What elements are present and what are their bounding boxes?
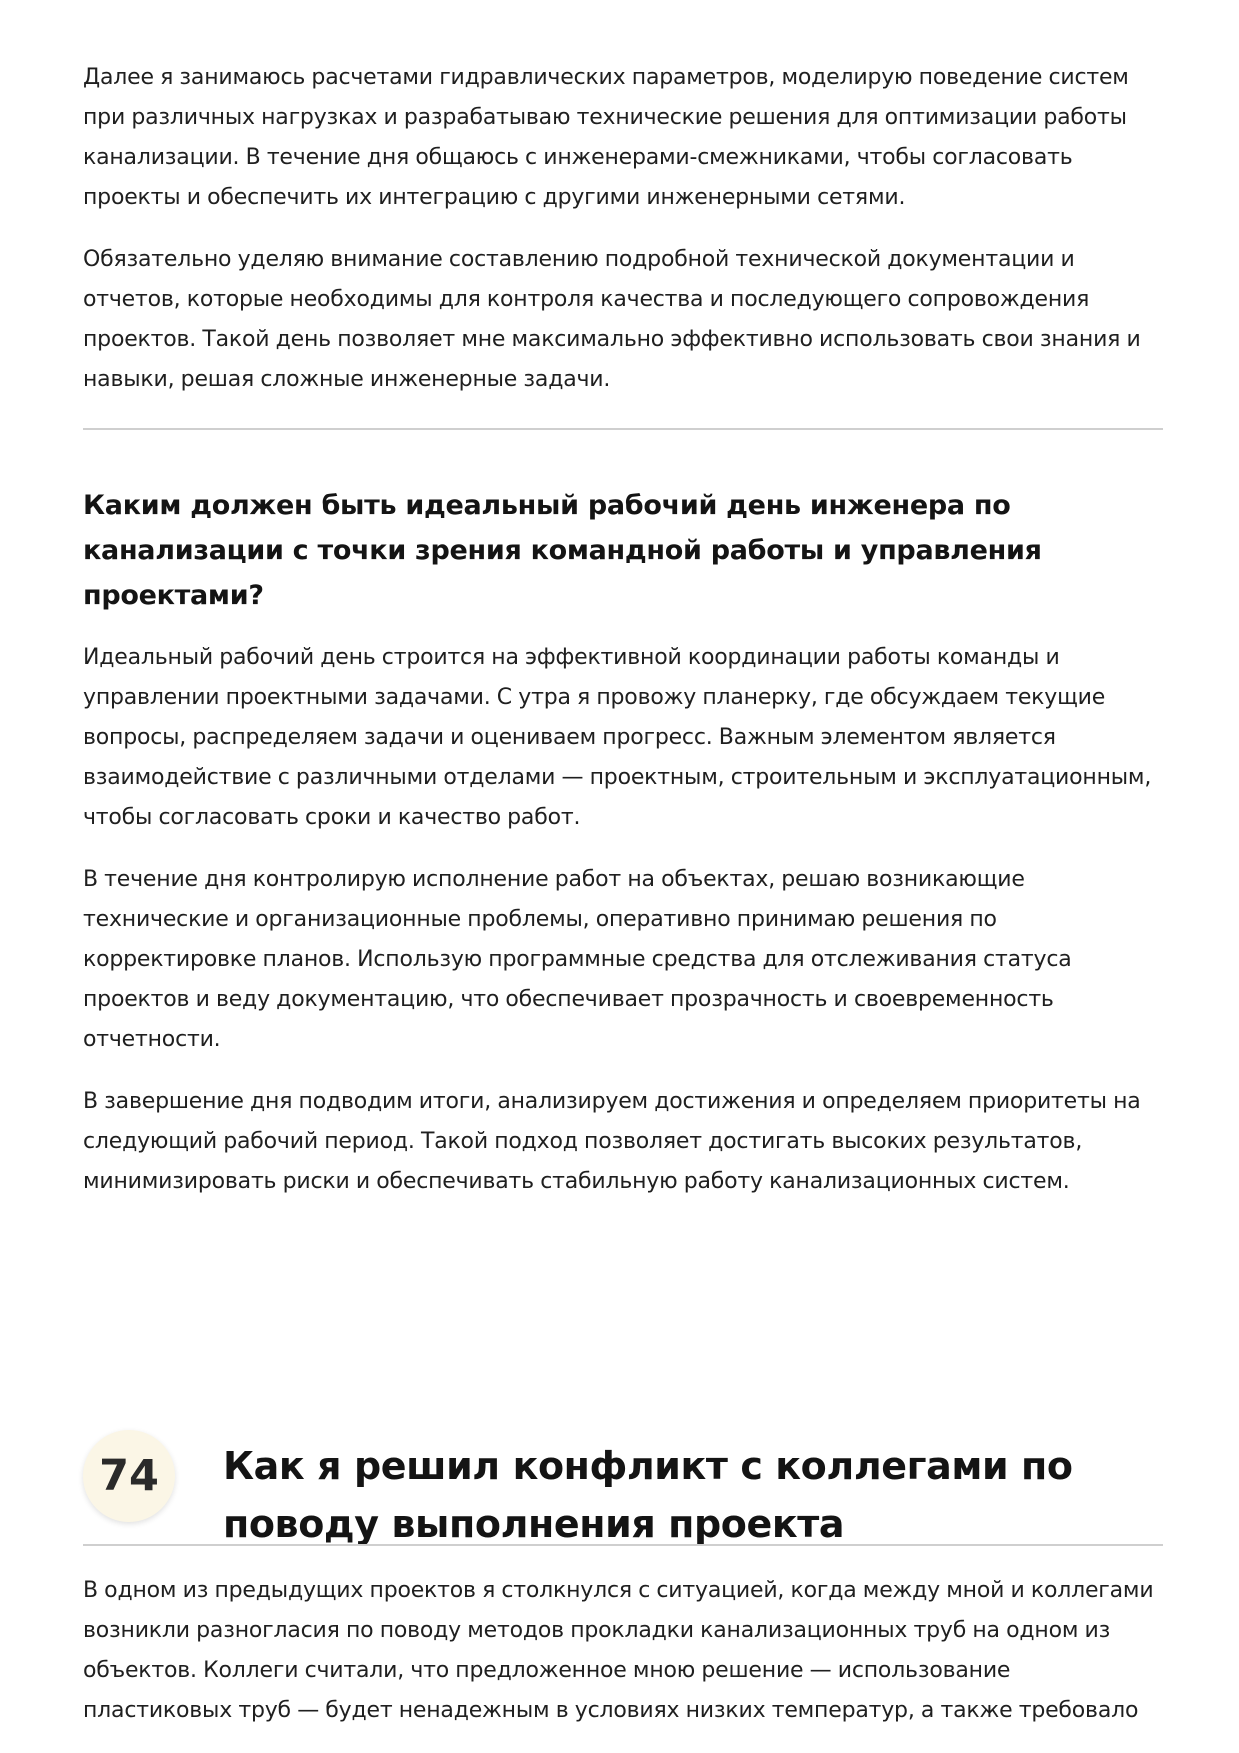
- chapter-body: [83, 1571, 1163, 1753]
- chapter-title: Как я решил конфликт с коллегами по поводу выполнения проекта: [223, 1444, 1073, 1547]
- chapter-divider: [83, 1544, 1163, 1546]
- previous-section-text: [83, 58, 1163, 422]
- question-heading: Каким должен быть идеальный рабочий день инженера по канализации с точки зрения командной работы и управления проектами?: [83, 490, 1042, 611]
- paragraph: В завершение дня подводим итоги, анализируем достижения и определяем приоритеты на следующий рабочий период. Такой подход позволяет достигать высоких результатов, минимизировать риски и обеспечивать стабильную работу канализационных систем.: [83, 1089, 1141, 1194]
- paragraph: Далее я занимаюсь расчетами гидравлических параметров, моделирую поведение систем при различных нагрузках и разрабатываю технические решения для оптимизации работы канализации. В течение дня общаюсь с инженерами-смежниками, чтобы согласовать проекты и обеспечить их интеграцию с другими инженерными сетями.: [83, 65, 1129, 210]
- paragraph: В течение дня контролирую исполнение работ на объектах, решаю возникающие технические и организационные проблемы, оперативно принимаю решения по корректировке планов. Использую программные средства для отслеживания статуса проектов и веду документацию, что обеспечивает прозрачность и своевременность отчетности.: [83, 867, 1072, 1052]
- section-divider: [83, 428, 1163, 430]
- paragraph: В одном из предыдущих проектов я столкнулся с ситуацией, когда между мной и коллегами возникли разногласия по поводу методов прокладки канализационных труб на одном из объектов. Коллеги считали, что предложенное мною решение — использование пластиковых труб — будет ненадежным в условиях низких температур, а также требовало: [83, 1578, 1154, 1723]
- paragraph: Обязательно уделяю внимание составлению подробной технической документации и отчетов, которые необходимы для контроля качества и последующего сопровождения проектов. Такой день позволяет мне максимально эффективно использовать свои знания и навыки, решая сложные инженерные задачи.: [83, 247, 1141, 392]
- chapter-header: [83, 1348, 1163, 1548]
- chapter-number-badge: 74: [83, 1430, 175, 1522]
- paragraph: Идеальный рабочий день строится на эффективной координации работы команды и управлении проектными задачами. С утра я провожу планерку, где обсуждаем текущие вопросы, распределяем задачи и оцениваем прогресс. Важным элементом является взаимодействие с различными отделами — проектным, строительным и эксплуатационным, чтобы согласовать сроки и качество работ.: [83, 645, 1152, 830]
- question-section: [83, 483, 1163, 1224]
